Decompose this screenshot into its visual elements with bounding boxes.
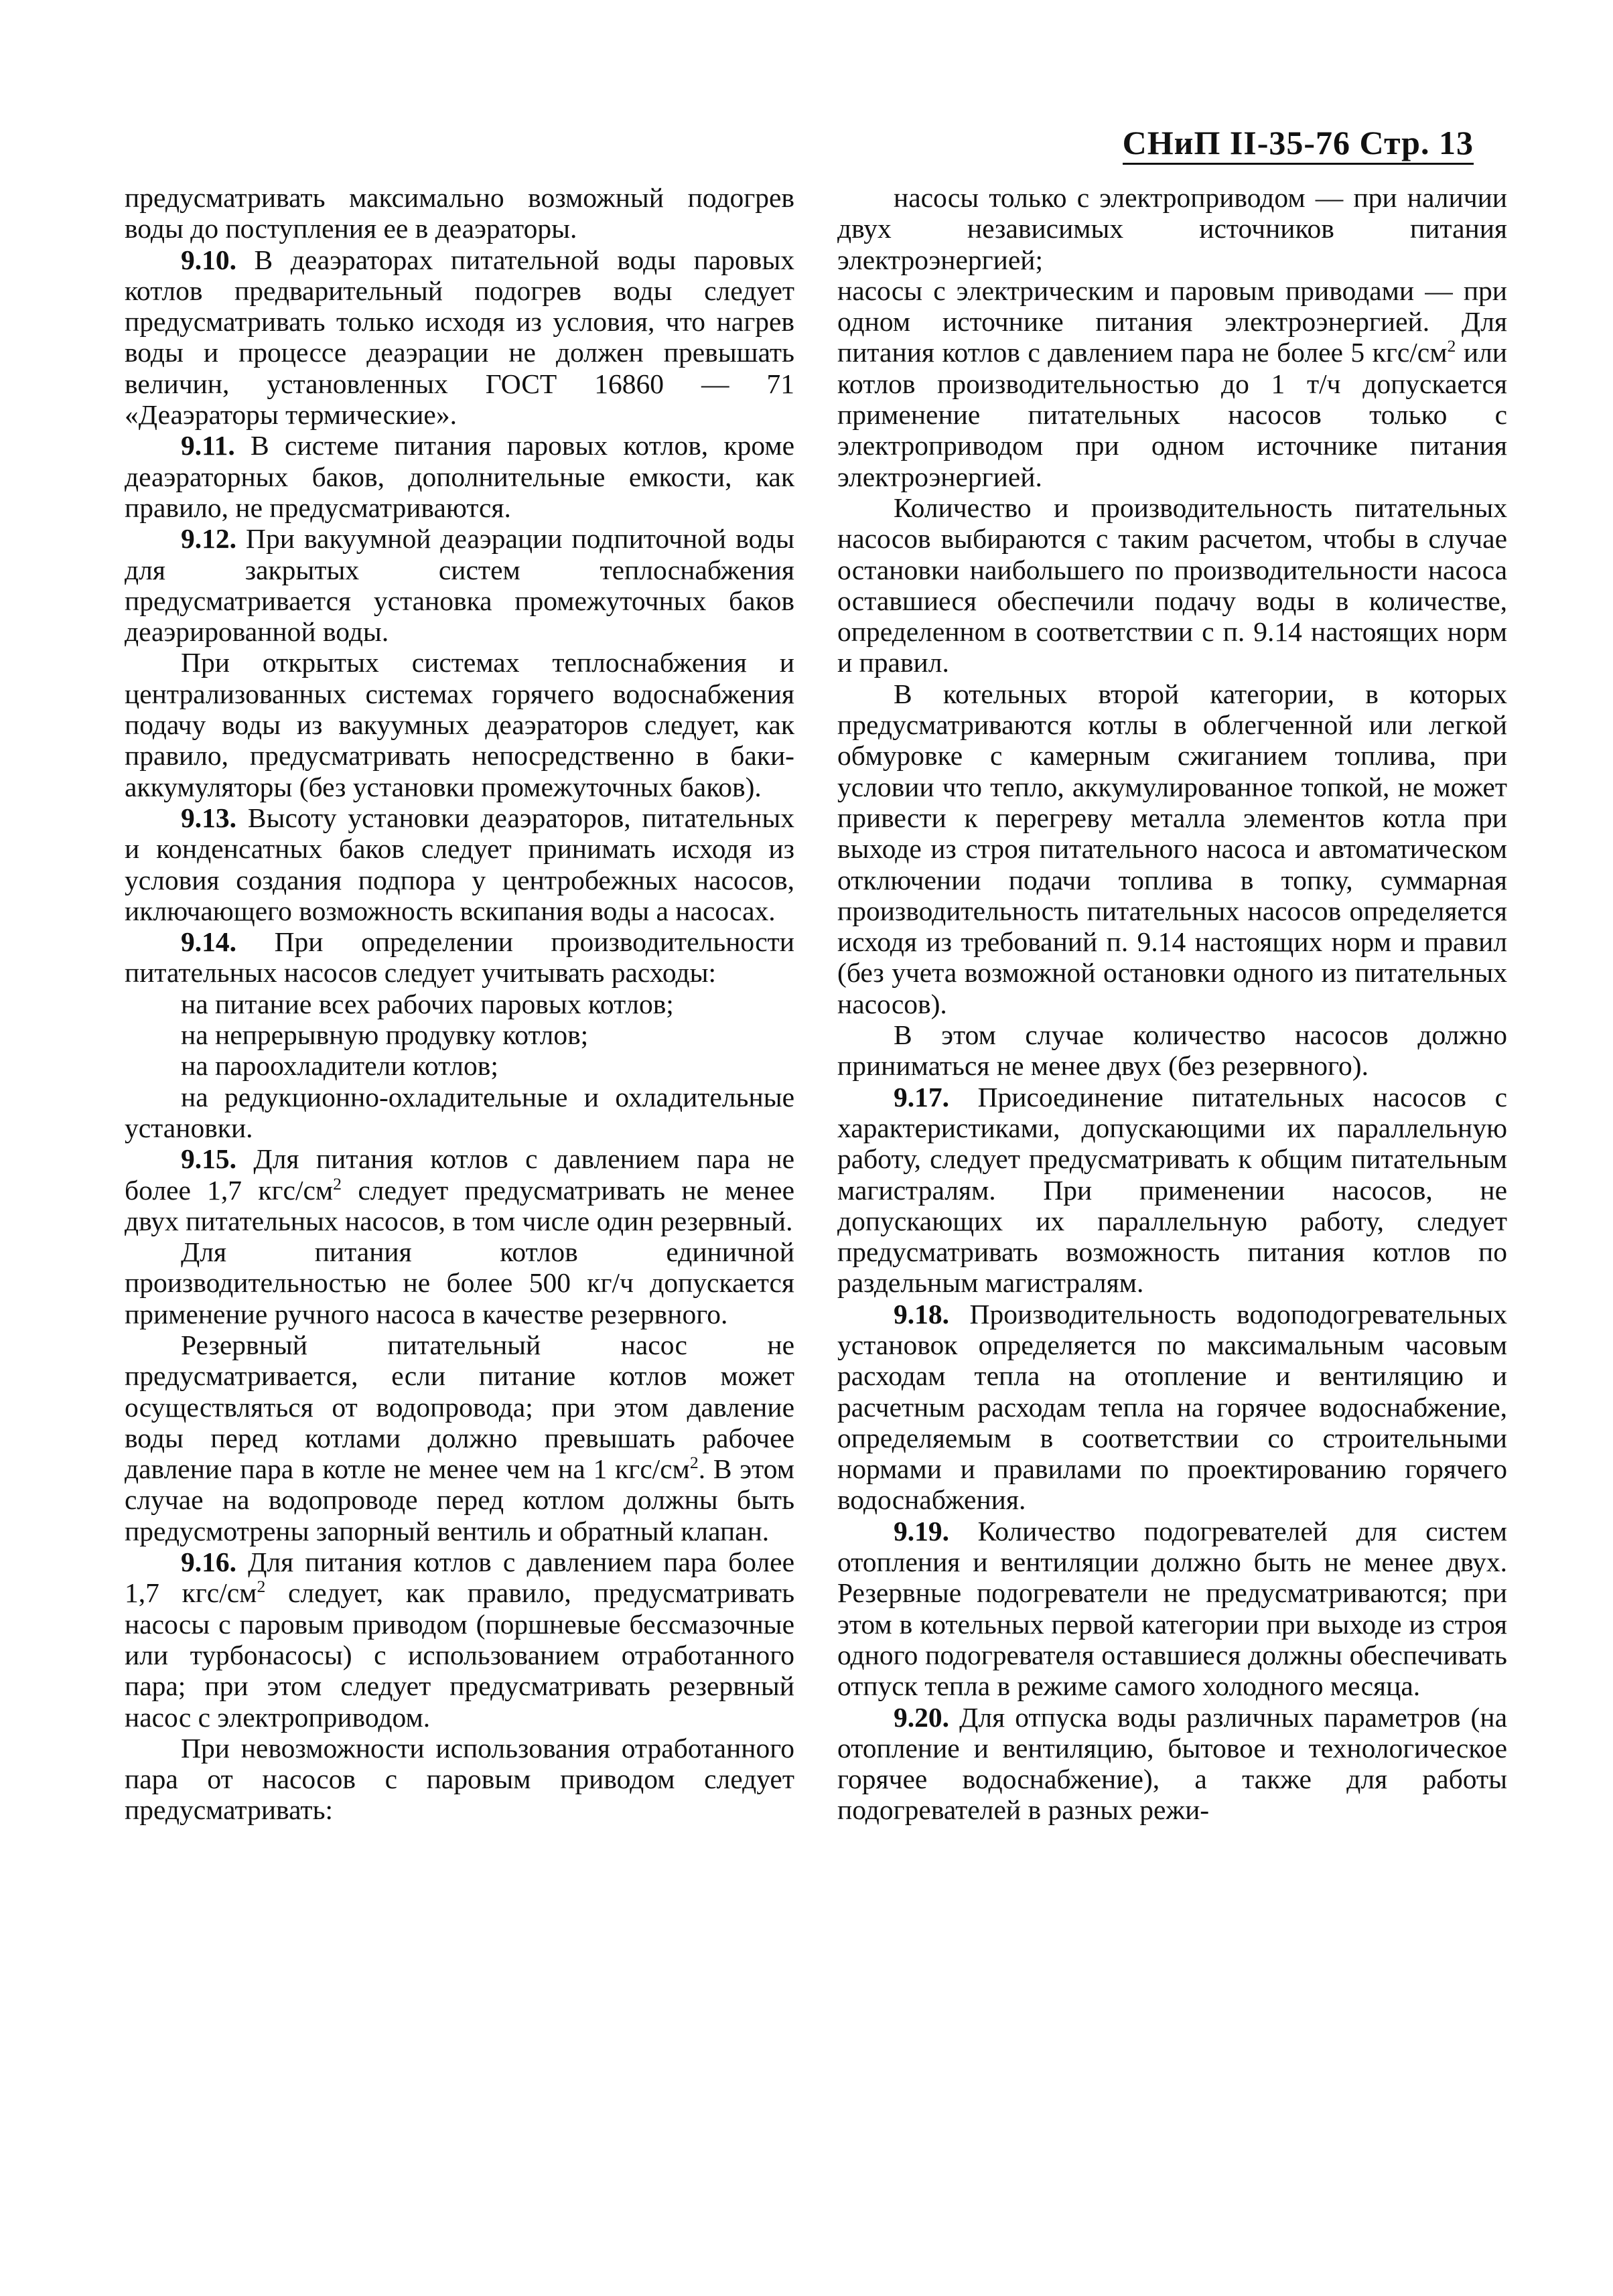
- paragraph-text: Для питания котлов единичной производительностью не более 500 кг/ч допускается применение ручного насоса в качестве резервного.: [125, 1236, 794, 1330]
- paragraph: [837, 492, 1507, 678]
- paragraph: [125, 989, 794, 1019]
- paragraph-text: В деаэраторах питательной воды паровых котлов предварительный подогрев воды следует предусматривать только исходя из условия, что нагрев воды и процессе деаэрации не должен превышать величин, установленных ГОСТ 16860 — 71 «Деаэраторы термические».: [125, 244, 794, 431]
- paragraph: [125, 802, 794, 926]
- paragraph-text: предусматривать максимально возможный подогрев воды до поступления ее в деаэраторы.: [125, 182, 794, 244]
- paragraph: [125, 926, 794, 989]
- paragraph: [125, 430, 794, 523]
- paragraph-text: Количество подогревателей для систем отопления и вентиляции должно быть не менее двух. Резервные подогреватели не предусматриваются; при этом в котельных первой категории при выходе из строя одного подогревателя оставшиеся должны обеспечивать отпуск тепла в режиме самого холодного месяца.: [837, 1515, 1507, 1702]
- paragraph-text: При невозможности использования отработанного пара от насосов с паровым приводом следует предусматривать:: [125, 1732, 794, 1826]
- paragraph: [125, 523, 794, 647]
- paragraph-text: При определении производительности питательных насосов следует учитывать расходы:: [125, 926, 794, 989]
- right-text-column: [837, 182, 1507, 1826]
- paragraph-text: Присоединение питательных насосов с характеристиками, допускающими их параллельную работу, следует предусматривать к общим питательным магистралям. При применении насосов, не допускающих их параллельную работу, следует предусматривать возможность питания котлов по раздельным магистралям.: [837, 1081, 1507, 1299]
- paragraph: [125, 1547, 794, 1733]
- paragraph-text: на пароохладители котлов;: [181, 1050, 498, 1082]
- paragraph: [125, 1330, 794, 1547]
- paragraph: [837, 1702, 1507, 1826]
- paragraph: [125, 1236, 794, 1330]
- paragraph: [125, 647, 794, 802]
- paragraph: [125, 1733, 794, 1826]
- clause-number: 9.10.: [181, 244, 236, 275]
- paragraph: [837, 1299, 1507, 1516]
- paragraph-text: При открытых системах теплоснабжения и централизованных системах горячего водоснабжения подачу воды из вакуумных деаэраторов следует, как правило, предусматривать непосредственно в баки-аккумуляторы (без установки промежуточных баков).: [125, 647, 794, 802]
- left-text-column: [125, 182, 794, 1826]
- clause-number: 9.15.: [181, 1143, 236, 1175]
- paragraph: [125, 1019, 794, 1050]
- paragraph-text: насосы с электрическим и паровым приводами — при одном источнике питания электроэнергией. Для питания котлов с давлением пара не более 5 кгс/$см^2$ или котлов производительностью до 1 т/ч допускается применение питательных насосов только с электроприводом при одном источнике питания электроэнергией.: [837, 275, 1507, 492]
- paragraph: [125, 1143, 794, 1236]
- paragraph: [125, 244, 794, 431]
- paragraph-text: Производительность водоподогревательных установок определяется по максимальным часовым расходам тепла на отопление и вентиляцию и расчетным расходам тепла на горячее водоснабжение, определяемым в соответствии со строительными нормами и правилами по проектированию горячего водоснабжения.: [837, 1298, 1507, 1516]
- paragraph: [837, 182, 1507, 275]
- paragraph-text: Для отпуска воды различных параметров (на отопление и вентиляцию, бытовое и технологическое горячее водоснабжение), а также для работы подогревателей в разных режи-: [837, 1701, 1507, 1826]
- paragraph: [837, 678, 1507, 1019]
- paragraph-text: Высоту установки деаэраторов, питательных и конденсатных баков следует принимать исходя из условия создания подпора у центробежных насосов, иключающего возможность вскипания воды а насосах.: [125, 802, 794, 926]
- paragraph: [837, 1082, 1507, 1299]
- paragraph: [125, 1082, 794, 1144]
- paragraph-text: При вакуумной деаэрации подпиточной воды для закрытых систем теплоснабжения предусматривается установка промежуточных баков деаэрированной воды.: [125, 523, 794, 648]
- paragraph: [125, 182, 794, 244]
- paragraph-text: на редукционно-охладительные и охладительные установки.: [125, 1081, 794, 1143]
- paragraph-text: на непрерывную продувку котлов;: [181, 1019, 589, 1051]
- paragraph-text: на питание всех рабочих паровых котлов;: [181, 988, 674, 1019]
- clause-number: 9.17.: [894, 1081, 949, 1113]
- clause-number: 9.18.: [894, 1298, 949, 1330]
- clause-number: 9.13.: [181, 802, 236, 833]
- paragraph-text: В системе питания паровых котлов, кроме деаэраторных баков, дополнительные емкости, как правило, не предусматриваются.: [125, 430, 794, 523]
- paragraph-text: Резервный питательный насос не предусматривается, если питание котлов может осуществляться от водопровода; при этом давление воды перед котлами должно превышать рабочее давление пара в котле не менее чем на 1 кгс/$см^2$. В этом случае на водопроводе перед котлом должны быть предусмотрены запорный вентиль и обратный клапан.: [125, 1329, 794, 1547]
- paragraph: [837, 1516, 1507, 1702]
- paragraph-text: В этом случае количество насосов должно приниматься не менее двух (без резервного).: [837, 1019, 1507, 1082]
- paragraph-text: насосы только с электроприводом — при наличии двух независимых источников питания электроэнергией;: [837, 182, 1507, 275]
- paragraph-text: В котельных второй категории, в которых предусматриваются котлы в облегченной или легкой обмуровке с камерным сжиганием топлива, при условии что тепло, аккумулированное топкой, не может привести к перегреву металла элементов котла при выходе из строя питательного насоса и автоматическом отключении подачи топлива в топку, суммарная производительность питательных насосов определяется исходя из требований п. 9.14 настоящих норм и правил (без учета возможной остановки одного из питательных насосов).: [837, 678, 1507, 1019]
- clause-number: 9.12.: [181, 523, 236, 555]
- paragraph-text: Для питания котлов с давлением пара не более 1,7 кгс/$см^2$ следует предусматривать не менее двух питательных насосов, в том числе один резервный.: [125, 1143, 794, 1236]
- paragraph-text: Количество и производительность питательных насосов выбираются с таким расчетом, чтобы в случае остановки наибольшего по производительности насоса оставшиеся обеспечили подачу воды в количестве, определенном в соответствии с п. 9.14 настоящих норм и правил.: [837, 492, 1507, 678]
- paragraph-text: Для питания котлов с давлением пара более 1,7 кгс/$см^2$ следует, как правило, предусматривать насосы с паровым приводом (поршневые бессмазочные или турбонасосы) с использованием отработанного пара; при этом следует предусматривать резервный насос с электроприводом.: [125, 1547, 794, 1733]
- paragraph: [837, 275, 1507, 492]
- clause-number: 9.16.: [181, 1547, 236, 1578]
- paragraph: [837, 1019, 1507, 1082]
- clause-number: 9.14.: [181, 926, 236, 958]
- clause-number: 9.20.: [894, 1701, 949, 1733]
- clause-number: 9.19.: [894, 1515, 949, 1547]
- running-header: СНиП II-35-76 Стр. 13: [1123, 125, 1474, 165]
- paragraph: [125, 1050, 794, 1081]
- clause-number: 9.11.: [181, 430, 235, 461]
